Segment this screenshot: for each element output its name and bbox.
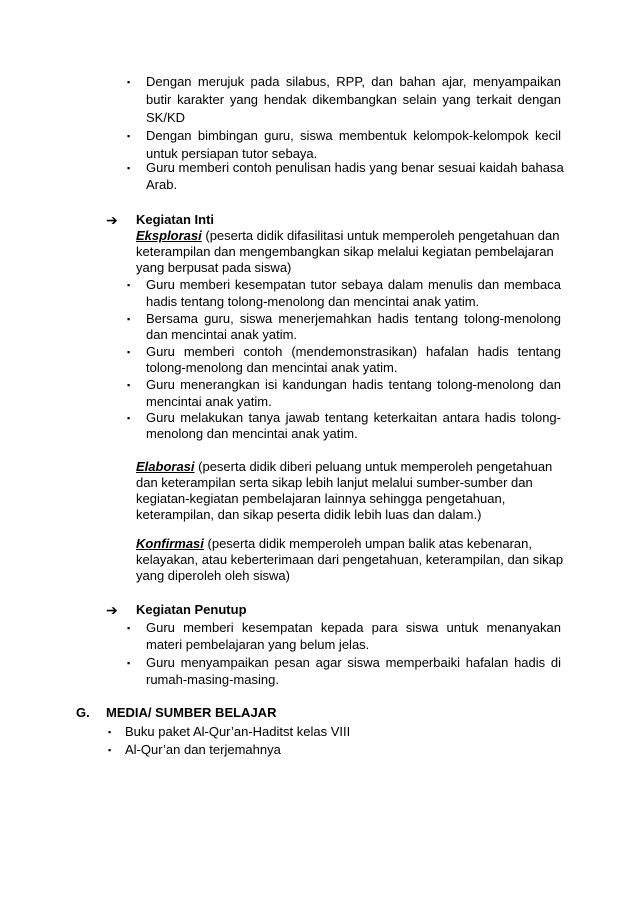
elaborasi-text: (peserta didik diberi peluang untuk memperoleh pengetahuan: [194, 459, 553, 474]
text-line: hadis tentang tolong-menolong dan mencintai anak yatim.: [146, 294, 480, 309]
text-line: yang diperoleh oleh siswa): [136, 568, 290, 583]
eksplorasi-text: (peserta didik difasilitasi untuk memperoleh pengetahuan dan: [201, 228, 560, 243]
text-line: tolong-menolong dan mencintai anak yatim.: [146, 360, 398, 375]
eksplorasi-line: [136, 228, 560, 244]
text-line: SK/KD: [146, 110, 186, 125]
arrow-icon: ➔: [106, 212, 118, 228]
text-line: butir karakter yang hendak dikembangkan selain yang terkait dengan: [146, 92, 561, 107]
kegiatan-penutup-heading: Kegiatan Penutup: [136, 602, 247, 617]
text-line: Dengan merujuk pada silabus, RPP, dan bahan ajar, menyampaikan: [146, 74, 561, 89]
konfirmasi-line: [136, 536, 532, 552]
bullet-marker: ▪: [127, 163, 131, 173]
text-line: untuk persiapan tutor sebaya.: [146, 146, 318, 161]
text-line: Guru menerangkan isi kandungan hadis tentang tolong-menolong dan: [146, 377, 561, 392]
text-line: Guru memberi kesempatan tutor sebaya dalam menulis dan membaca: [146, 277, 561, 292]
bullet-marker: ▪: [127, 413, 131, 423]
text-line: Guru menyampaikan pesan agar siswa memperbaiki hafalan hadis di: [146, 655, 561, 670]
text-line: Dengan bimbingan guru, siswa membentuk kelompok-kelompok kecil: [146, 128, 561, 143]
bullet-marker: ▪: [127, 623, 131, 633]
bullet-marker: ▪: [108, 727, 112, 737]
media-item: Buku paket Al-Qur’an-Haditst kelas VIII: [125, 724, 351, 739]
text-line: menolong dan mencintai anak yatim.: [146, 426, 358, 441]
arrow-icon: ➔: [106, 602, 118, 618]
kegiatan-inti-heading: Kegiatan Inti: [136, 212, 215, 227]
text-line: Guru memberi contoh penulisan hadis yang benar sesuai kaidah bahasa: [146, 160, 564, 175]
eksplorasi-label: Eksplorasi: [136, 228, 202, 243]
text-line: yang berpusat pada siswa): [136, 260, 292, 275]
text-line: dan keterampilan serta sikap lebih lanjut melalui sumber-sumber dan: [136, 475, 533, 490]
text-line: keterampilan dan mengembangkan sikap melalui kegiatan pembelajaran: [136, 244, 554, 259]
bullet-marker: ▪: [127, 347, 131, 357]
text-line: Guru memberi kesempatan kepada para siswa untuk menanyakan: [146, 620, 561, 635]
media-item: Al-Qur’an dan terjemahnya: [125, 742, 281, 757]
text-line: kelayakan, atau keberterimaan dari pengetahuan, keterampilan, dan sikap: [136, 552, 564, 567]
text-line: Guru memberi contoh (mendemonstrasikan) hafalan hadis tentang: [146, 344, 561, 359]
bullet-marker: ▪: [127, 658, 131, 668]
text-line: kegiatan-kegiatan pembelajaran lainnya sehingga pengetahuan,: [136, 491, 506, 506]
text-line: mencintai anak yatim.: [146, 394, 272, 409]
konfirmasi-text: (peserta didik memperoleh umpan balik atas kebenaran,: [203, 536, 532, 551]
text-line: Arab.: [146, 177, 178, 192]
bullet-marker: ▪: [127, 280, 131, 290]
konfirmasi-label: Konfirmasi: [136, 536, 204, 551]
bullet-marker: ▪: [127, 77, 131, 87]
bullet-marker: ▪: [108, 745, 112, 755]
text-line: materi pembelajaran yang belum jelas.: [146, 637, 370, 652]
text-line: rumah-masing-masing.: [146, 672, 279, 687]
text-line: keterampilan, dan sikap peserta didik lebih luas dan dalam.): [136, 507, 482, 522]
bullet-marker: ▪: [127, 314, 131, 324]
section-number: G.: [76, 705, 90, 720]
text-line: Guru melakukan tanya jawab tentang keterkaitan antara hadis tolong-: [146, 410, 561, 425]
text-line: dan mencintai anak yatim.: [146, 327, 298, 342]
bullet-marker: ▪: [127, 380, 131, 390]
text-line: Bersama guru, siswa menerjemahkan hadis tentang tolong-menolong: [146, 311, 561, 326]
bullet-marker: ▪: [127, 131, 131, 141]
elaborasi-label: Elaborasi: [136, 459, 195, 474]
elaborasi-line: [136, 459, 552, 475]
section-title: MEDIA/ SUMBER BELAJAR: [106, 705, 277, 720]
